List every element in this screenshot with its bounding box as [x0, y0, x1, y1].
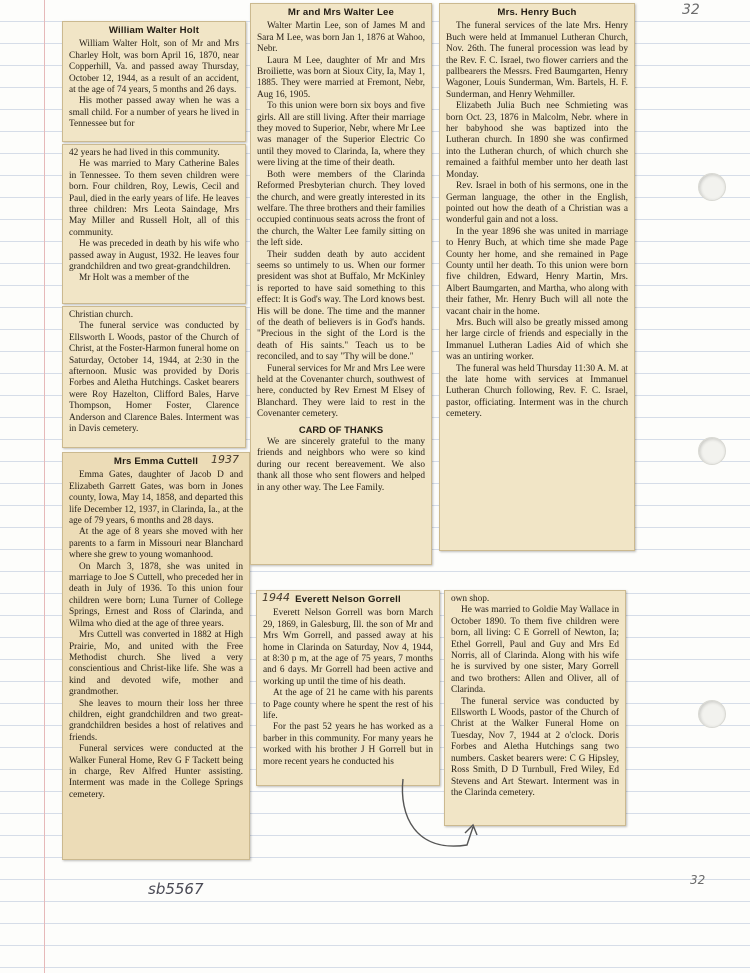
paragraph: The funeral service was conducted by Ellsworth L Woods, pastor of the Church of Christ at the Walker Funeral Home on Tuesday, Nov 7, 1944 at 2 o'clock. Doris Forbes and Aletha Hutchings sang two numbers. Casket bearers were: C G Hipsley, Ross Smith, D D Turnbull, Fred Wiley, Ed Stevens and Art Stewart. Interment was in the Clarinda cemetery.	[451, 696, 619, 798]
paragraph: 42 years he had lived in this community.	[69, 148, 220, 158]
clipping-title: William Walter Holt	[108, 25, 200, 36]
binder-hole-top	[698, 173, 726, 201]
bottom-page-annotation: 32	[690, 873, 706, 887]
clipping-holt-part-2	[62, 144, 246, 304]
binder-hole-middle	[698, 437, 726, 465]
handwritten-year: 1937	[211, 453, 239, 466]
paragraph: Their sudden death by auto accident seems so untimely to us. When our former president was shot at Buffalo, Mr McKinley is reported to have said something to this effect: It is God's way. The Lord knows best. His will be done. The time and the manner of the death of believers is in God's hands. "Precious in the sight of the Lord is the death of His saints." Teach us to be reconciled, and to say "Thy will be done."	[257, 249, 425, 363]
clipping-title: Everett Nelson Gorrell	[295, 594, 401, 605]
paragraph: Funeral services were conducted at the Walker Funeral Home, Rev G F Tackett being in charge, Rev Alfred Hunter assisting. Interment was made in the College Springs cemetery.	[69, 744, 243, 800]
handdrawn-arrow-icon	[395, 775, 485, 865]
paragraph: Everett Nelson Gorrell was born March 29, 1869, in Galesburg, Ill. the son of Mr and Mrs Wm Gorrell, and passed away at his home in Clarinda on Saturday, Nov 4, 1944, at 8:30 p m, at the age of 75 years, 7 months and 6 days. Mr Gorrell had been active and working up until the time of his death.	[263, 608, 433, 687]
paragraph: Laura M Lee, daughter of Mr and Mrs Broiliette, was born at Sioux City, Ia, May 1, 1885. They were married at Fremont, Nebr, Aug 16, 1905.	[257, 55, 425, 100]
paragraph: Both were members of the Clarinda Reformed Presbyterian church. They loved the church, and were greatly interested in its welfare. The three brothers and their families occupied continuous seats across the front of the church, the Walter Lee family sitting on the left side.	[257, 169, 425, 249]
paragraph: Mr Holt was a member of the	[79, 273, 189, 284]
binder-hole-bottom	[698, 700, 726, 728]
paragraph: Walter Martin Lee, son of James M and Sara M Lee, was born Jan 1, 1876 at Wahoo, Nebr.	[257, 21, 425, 55]
clipping-title: Mr and Mrs Walter Lee	[287, 7, 395, 18]
catalog-id-annotation: sb5567	[148, 880, 204, 898]
paragraph: At the age of 8 years she moved with her parents to a farm in Missouri near Blanchard where she grew to young womanhood.	[69, 527, 243, 561]
paragraph: Emma Gates, daughter of Jacob D and Elizabeth Garrett Gates, was born in Jones county, Iowa, May 14, 1858, and departed this life December 12, 1937, in Clarinda, Ia., at the age of 79 years, 6 months and 28 days.	[69, 470, 243, 527]
paragraph: Christian church.	[69, 310, 134, 320]
page-number-annotation: 32	[682, 2, 700, 18]
margin-rule	[44, 0, 45, 973]
clipping-buch	[439, 3, 635, 551]
paragraph: He was married to Goldie May Wallace in October 1890. To them five children were born, all living: C E Gorrell of Newton, Ia; Ethel Gorrell, Paul and Guy and Mrs Ed Norris, all of Clarinda. Along with his wife he is survived by one sister, Mary Gorrell and two brothers: Allen and Oliver, all of Clarinda.	[451, 605, 619, 696]
clipping-title: Mrs Emma Cuttell	[113, 456, 199, 467]
paragraph: For the past 52 years he has worked as a barber in this community. For many years he worked with his brother J H Gorrell but in more recent years he conducted his	[263, 722, 433, 767]
paragraph: own shop.	[451, 594, 490, 604]
paragraph: Funeral services for Mr and Mrs Lee were held at the Covenanter church, southwest of here, conducted by Rev Ernest M Elsey of Blanchard. They were laid to rest in the Covenanter cemetery.	[257, 363, 425, 420]
paragraph: At the age of 21 he came with his parents to Page county where he spent the rest of his life.	[263, 688, 433, 722]
paragraph: He was preceded in death by his wife who passed away in August, 1932. He leaves four grandchildren and two great-grandchildren.	[69, 239, 239, 273]
paragraph: He was married to Mary Catherine Bales in Tennessee. To them seven children were born. Four children, Roy, Lewis, Cecil and Paul, died in the early years of life. He leaves three children: Mrs Leota Saindage, Mrs May Miller and Russell Holt, all of this community.	[69, 159, 239, 238]
paragraph: Mrs. Buch will also be greatly missed among her large circle of friends and especially in the Immanuel Lutheran Ladies Aid of which she was an untiring worker.	[446, 317, 628, 363]
clipping-holt-part-3	[62, 306, 246, 448]
paragraph: His mother passed away when he was a small child. For a number of years he lived in Tennessee but for	[69, 96, 239, 130]
clipping-cuttell	[62, 452, 250, 860]
paragraph: The funeral services of the late Mrs. Henry Buch were held at Immanuel Lutheran Church, Nov. 26th. The funeral procession was lead by the Rev. F. C. Israel, two flower carriers and the pallbearers the Messrs. Fred Baumgarten, Henry Wagoner, Louis Sunderman, Wm. Bartels, H. F. Sunderman, and Henry Wehmiller.	[446, 21, 628, 100]
card-of-thanks-text: We are sincerely grateful to the many friends and neighbors who were so kind during our recent bereavement. We also thank all those who sent flowers and helped in any other way. The Lee Family.	[257, 437, 425, 493]
paragraph: The funeral service was conducted by Ellsworth L Woods, pastor of the Church of Christ, at the Foster-Harmon funeral home on Saturday, October 14, 1944, at 2:30 in the afternoon. Music was provided by Doris Forbes and Aletha Hutchings. Casket bearers were Roy Hazelton, Clifford Bales, Harve Thompson, Homer Foster, Clarence Anderson and Clarence Bales. Interment was in Davis cemetery.	[69, 321, 239, 435]
clipping-holt-part-1	[62, 21, 246, 142]
paragraph: In the year 1896 she was united in marriage to Henry Buch, at which time she made Page County her home, and she remained in Page County until her death. To this union were born five children, Edward, Henry Martin, Mrs. Albert Baumgarten, and Martha, who along with their father, Mr. Henry Buch will all note the vacant chair in the home.	[446, 226, 628, 317]
paragraph: She leaves to mourn their loss her three children, eight grandchildren and two great-grandchildren besides a host of relatives and friends.	[69, 698, 243, 743]
handwritten-year: 1944	[262, 591, 290, 604]
clipping-gorrell-part-1	[256, 590, 440, 786]
clipping-title: Mrs. Henry Buch	[497, 7, 577, 18]
paragraph: Elizabeth Julia Buch nee Schmieting was born Oct. 23, 1876 in Malcolm, Nebr. where in her babyhood she was baptized into the Lutheran church. In 1890 she was confirmed into the Lutheran church, of which church she remained a faithful member unto her death last Monday.	[446, 101, 628, 180]
paragraph: Mrs Cuttell was converted in 1882 at High Prairie, Mo, and united with the Free Methodist church. She lived a very conscientious and Christ-like life. She was a kind and devoted wife, mother and grandmother.	[69, 630, 243, 698]
paragraph: To this union were born six boys and five girls. All are still living. After their marriage they moved to Superior, Nebr, where Mr Lee was manager of the Superior Electric Co until they moved to Clarinda, Ia, where they were living at the time of their death.	[257, 101, 425, 169]
paragraph: The funeral was held Thursday 11:30 A. M. at the late home with services at Immanuel Lutheran Church following, Rev. F. C. Israel, pastor, officiating. Interment was in the church cemetery.	[446, 363, 628, 420]
paragraph: Rev. Israel in both of his sermons, one in the German language, the other in the English, pointed out how the death of a Christian was a wonderful gain and not a loss.	[446, 181, 628, 226]
card-of-thanks-title: CARD OF THANKS	[298, 423, 384, 435]
paragraph: William Walter Holt, son of Mr and Mrs Charley Holt, was born April 16, 1870, near Copperhill, Va. and passed away Thursday, October 12, 1944, as a result of an accident, at the age of 74 years, 5 months and 26 days.	[69, 39, 239, 96]
paragraph: On March 3, 1878, she was united in marriage to Joe S Cuttell, who preceded her in death in July of 1936. To this union four children were born; Luna Turner of College Springs, Ernest and Ross of Clarinda, and Wilma who died at the age of three years.	[69, 561, 243, 629]
clipping-lee	[250, 3, 432, 565]
